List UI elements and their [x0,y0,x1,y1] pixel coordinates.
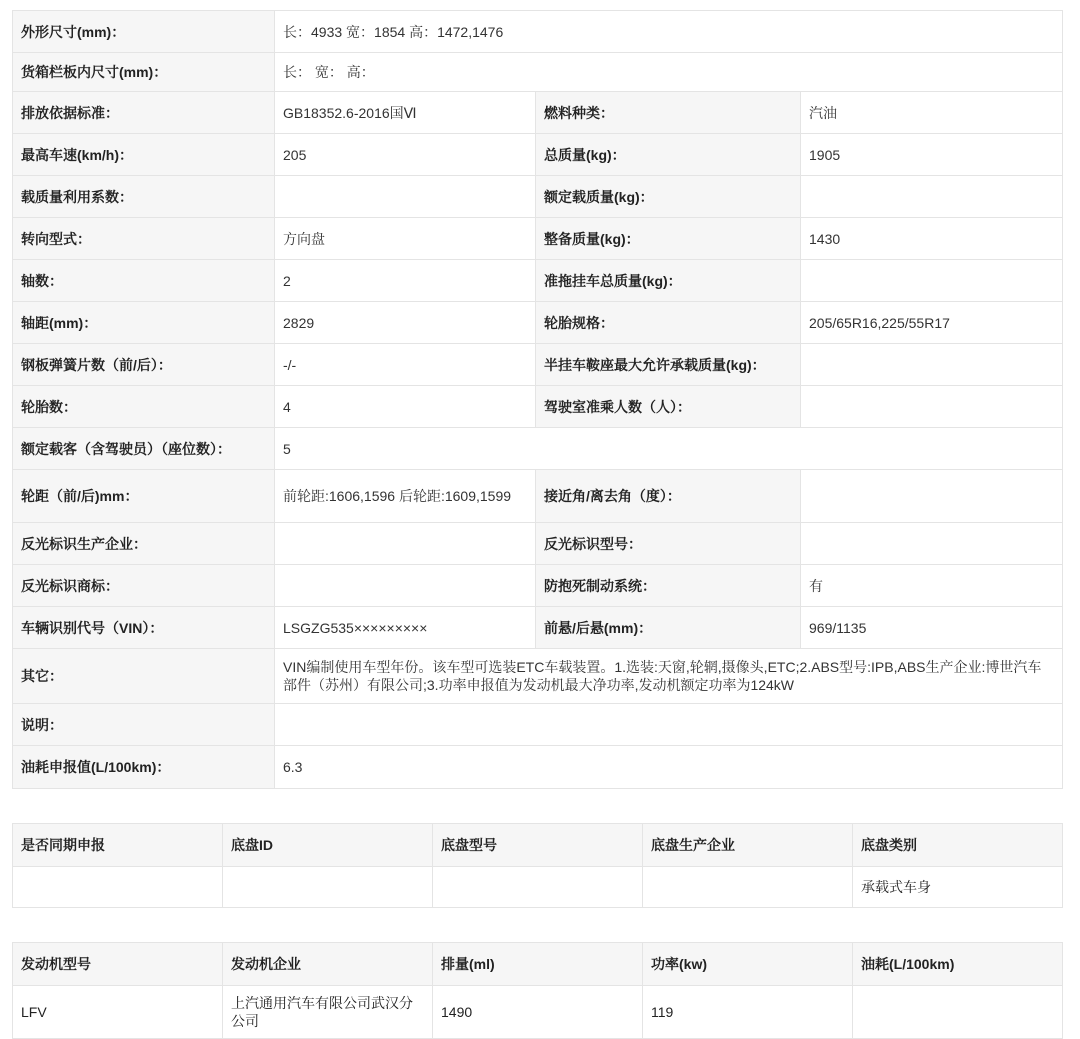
chassis-header-row [13,824,1063,867]
spec-table [12,10,1063,789]
engine-cell: 上汽通用汽车有限公司武汉分公司 [223,986,433,1039]
engine-cell [853,986,1063,1039]
spec-label: 额定载质量(kg)： [536,176,801,218]
chassis-cell [223,867,433,908]
spec-label: 轮胎规格： [536,302,801,344]
spec-label: 前悬/后悬(mm)： [536,607,801,649]
chassis-data-row [13,867,1063,908]
spec-value [275,704,1063,746]
spec-row [13,746,1063,789]
spec-value: 长： 宽： 高： [275,53,1063,92]
chassis-header-cell: 底盘生产企业 [643,824,853,867]
spec-row [13,386,1063,428]
spec-row [13,302,1063,344]
engine-header-cell: 发动机型号 [13,943,223,986]
chassis-header-cell: 是否同期申报 [13,824,223,867]
spec-value: 2829 [275,302,536,344]
spec-value: GB18352.6-2016国Ⅵ [275,92,536,134]
chassis-cell [643,867,853,908]
spec-row [13,218,1063,260]
spec-label: 其它： [13,649,275,704]
spec-value: VIN编制使用车型年份。该车型可选装ETC车载装置。1.选装:天窗,轮辋,摄像头,ETC;2.ABS型号:IPB,ABS生产企业:博世汽车部件（苏州）有限公司;3.功率申报值为发动机最大净功率,发动机额定功率为124kW [275,649,1063,704]
engine-header-cell: 排量(ml) [433,943,643,986]
spec-label: 轮距（前/后)mm： [13,470,275,523]
spec-label: 钢板弹簧片数（前/后）： [13,344,275,386]
spec-label: 整备质量(kg)： [536,218,801,260]
spec-row [13,134,1063,176]
spec-label: 载质量利用系数： [13,176,275,218]
spec-label: 准拖挂车总质量(kg)： [536,260,801,302]
spec-value: 6.3 [275,746,1063,789]
spec-row [13,53,1063,92]
spec-row [13,523,1063,565]
chassis-table [12,823,1063,908]
chassis-cell: 承载式车身 [853,867,1063,908]
engine-cell: 1490 [433,986,643,1039]
spec-value [801,176,1063,218]
spec-row [13,649,1063,704]
spec-label: 排放依据标准： [13,92,275,134]
spec-label: 总质量(kg)： [536,134,801,176]
spec-value [801,523,1063,565]
chassis-header-cell: 底盘型号 [433,824,643,867]
spec-value: 5 [275,428,1063,470]
spec-label: 说明： [13,704,275,746]
spec-row [13,176,1063,218]
spec-row [13,344,1063,386]
spec-value [801,260,1063,302]
chassis-cell [13,867,223,908]
spec-row [13,607,1063,649]
spec-label: 接近角/离去角（度）： [536,470,801,523]
spec-row [13,704,1063,746]
spec-value [801,344,1063,386]
spec-value [275,176,536,218]
chassis-header-cell: 底盘类别 [853,824,1063,867]
spec-value: 1430 [801,218,1063,260]
spec-value: 前轮距:1606,1596 后轮距:1609,1599 [275,470,536,523]
spec-label: 反光标识商标： [13,565,275,607]
engine-table [12,942,1063,1039]
spec-label: 轴数： [13,260,275,302]
spec-value: -/- [275,344,536,386]
spec-value: 1905 [801,134,1063,176]
spec-row [13,92,1063,134]
spec-label: 转向型式： [13,218,275,260]
spec-value: 969/1135 [801,607,1063,649]
spec-value: 4 [275,386,536,428]
engine-header-row [13,943,1063,986]
engine-header-cell: 油耗(L/100km) [853,943,1063,986]
engine-cell: 119 [643,986,853,1039]
spec-label: 外形尺寸(mm)： [13,11,275,53]
spec-label: 燃料种类： [536,92,801,134]
spec-row [13,11,1063,53]
spec-label: 半挂车鞍座最大允许承载质量(kg)： [536,344,801,386]
spec-value: 205 [275,134,536,176]
spec-label: 驾驶室准乘人数（人）： [536,386,801,428]
spec-value [801,470,1063,523]
spec-label: 反光标识型号： [536,523,801,565]
spec-value [275,523,536,565]
spec-label: 最高车速(km/h)： [13,134,275,176]
chassis-cell [433,867,643,908]
spec-row [13,470,1063,523]
spec-label: 油耗申报值(L/100km)： [13,746,275,789]
vehicle-spec-sheet [12,10,1062,1039]
spec-value: 2 [275,260,536,302]
spec-value [275,565,536,607]
spec-label: 防抱死制动系统： [536,565,801,607]
spec-value: 205/65R16,225/55R17 [801,302,1063,344]
chassis-header-cell: 底盘ID [223,824,433,867]
spec-label: 额定载客（含驾驶员）（座位数）： [13,428,275,470]
spec-label: 轮胎数： [13,386,275,428]
spec-label: 货箱栏板内尺寸(mm)： [13,53,275,92]
engine-header-cell: 发动机企业 [223,943,433,986]
spec-row [13,565,1063,607]
spec-row [13,428,1063,470]
spec-value: 有 [801,565,1063,607]
engine-cell: LFV [13,986,223,1039]
spec-label: 反光标识生产企业： [13,523,275,565]
engine-data-row [13,986,1063,1039]
spec-value: 汽油 [801,92,1063,134]
spec-label: 轴距(mm)： [13,302,275,344]
spec-row [13,260,1063,302]
spec-value: 方向盘 [275,218,536,260]
engine-header-cell: 功率(kw) [643,943,853,986]
spec-value: 长：4933 宽：1854 高：1472,1476 [275,11,1063,53]
spec-label: 车辆识别代号（VIN）： [13,607,275,649]
spec-value: LSGZG535××××××××× [275,607,536,649]
spec-value [801,386,1063,428]
